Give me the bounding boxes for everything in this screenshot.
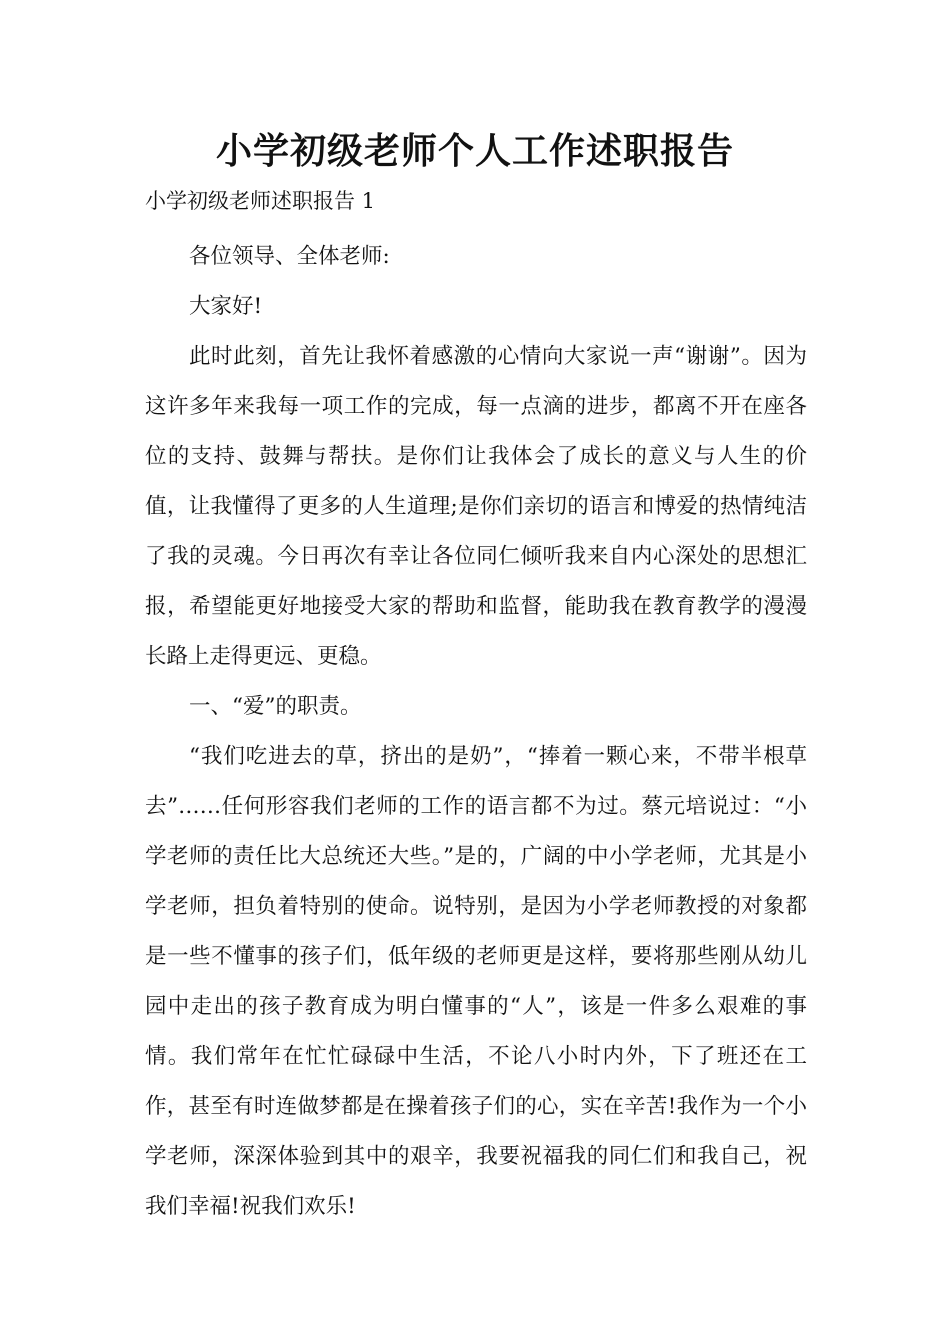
- document-subtitle: 小学初级老师述职报告 1: [145, 189, 376, 213]
- responsibility-paragraph: “我们吃进去的草，挤出的是奶”，“捧着一颗心来，不带半根草去”……任何形容我们老师的工作的语言都不为过。蔡元培说过：“小学老师的责任比大总统还大些。”是的，广阔的中小学老师，尤其是小学老师，担负着特别的使命。说特别，是因为小学老师教授的对象都是一些不懂事的孩子们，低年级的老师更是这样，要将那些刚从幼儿园中走出的孩子教育成为明白懂事的“人”，该是一件多么艰难的事情。我们常年在忙忙碌碌中生活，不论八小时内外，下了班还在工作，甚至有时连做梦都是在操着孩子们的心，实在辛苦!我作为一个小学老师，深深体验到其中的艰辛，我要祝福我的同仁们和我自己，祝我们幸福!祝我们欢乐!: [145, 744, 807, 1219]
- document-body: [145, 232, 807, 1232]
- salutation-paragraph: 各位领导、全体老师:: [189, 244, 390, 269]
- thanks-paragraph: 此时此刻，首先让我怀着感激的心情向大家说一声“谢谢”。因为这许多年来我每一项工作的完成，每一点滴的进步，都离不开在座各位的支持、鼓舞与帮扶。是你们让我体会了成长的意义与人生的价值，让我懂得了更多的人生道理;是你们亲切的语言和博爱的热情纯洁了我的灵魂。今日再次有幸让各位同仁倾听我来自内心深处的思想汇报，希望能更好地接受大家的帮助和监督，能助我在教育教学的漫漫长路上走得更远、更稳。: [145, 344, 807, 669]
- document-title: 小学初级老师个人工作述职报告: [215, 131, 734, 172]
- section-heading: 一、“爱”的职责。: [189, 694, 362, 719]
- greeting-paragraph: 大家好!: [189, 294, 263, 319]
